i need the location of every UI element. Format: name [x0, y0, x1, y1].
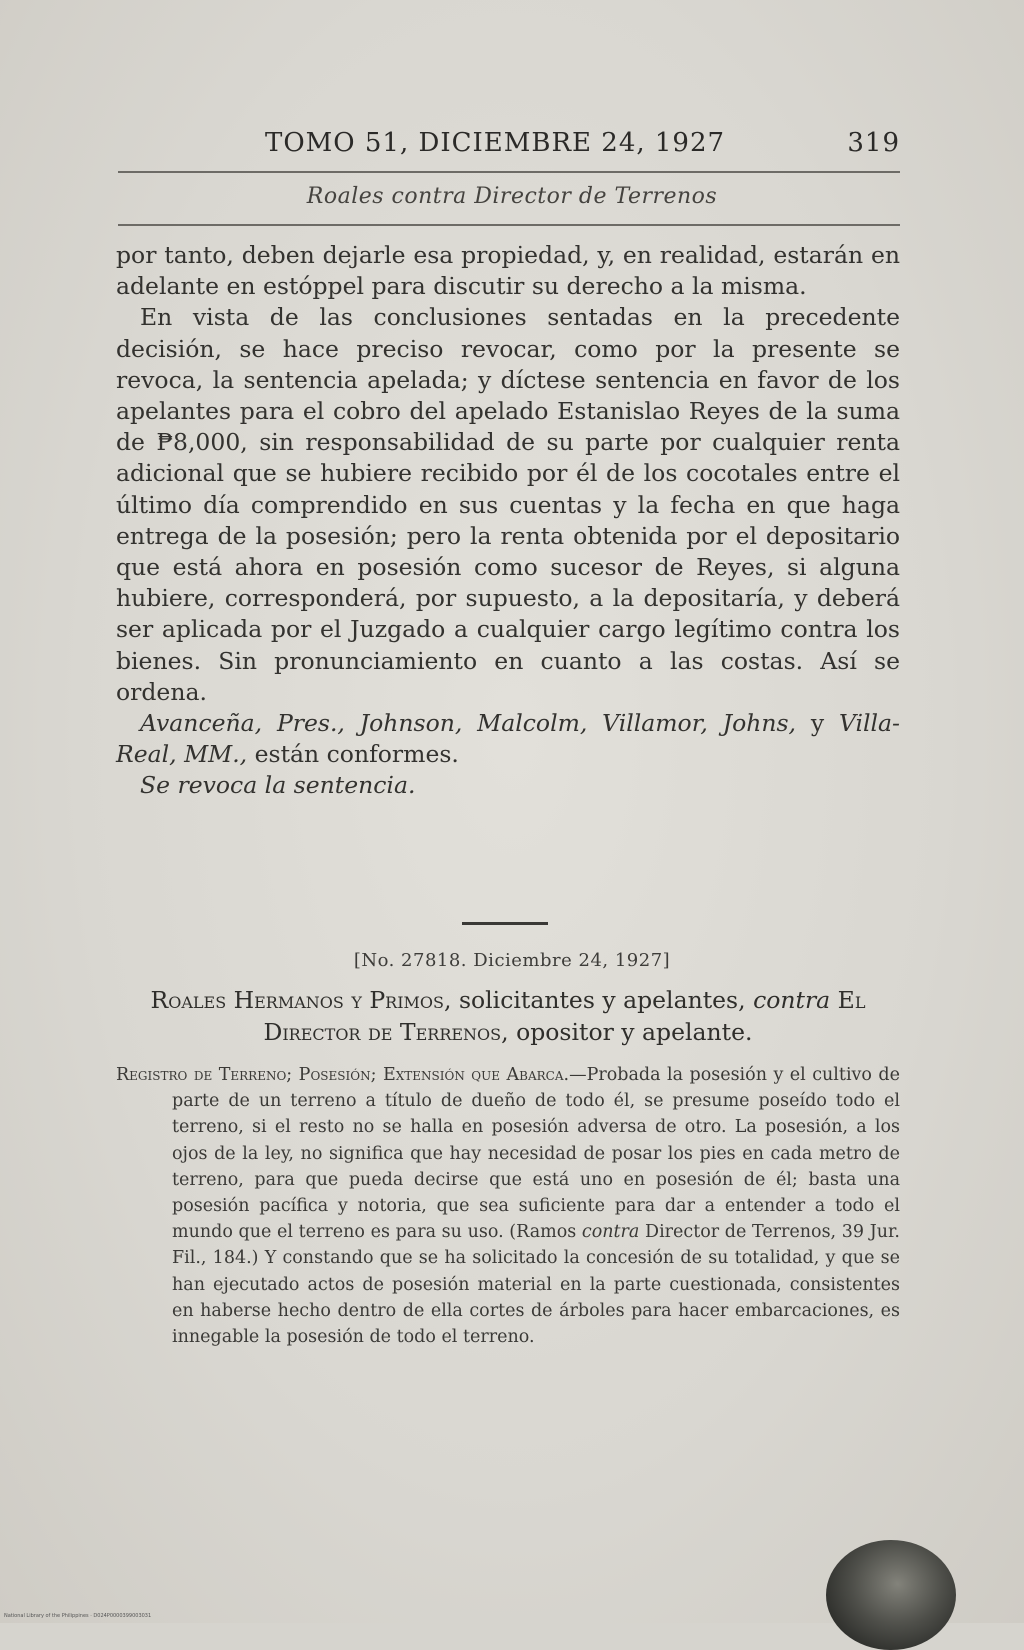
justice-names: Avanceña, Pres., Johnson, Malcolm, Villamor, Johns, — [140, 709, 797, 738]
syllabus-body-2: Director de Terrenos, 39 Jur. Fil., 184.) Y constando que se ha solicitado la concesión de su totalidad, y que se han ejecutado actos de posesión material en la parte cuestionada, consistentes en haberse hecho dentro de ella cortes de árboles para hacer embarcaciones, es innegable la posesión de todo el terreno. — [172, 1222, 900, 1348]
opponent-role: , opositor y apelante. — [501, 1018, 753, 1046]
concurring-justices — [116, 708, 900, 770]
volume-date-title: TOMO 51, DICIEMBRE 24, 1927 — [265, 128, 726, 158]
header-rule-top — [118, 171, 900, 173]
case-number: [No. 27818. Diciembre 24, 1927] — [353, 950, 671, 971]
conjunction: y — [796, 709, 839, 738]
decision-paragraph-1: por tanto, deben dejarle esa propiedad, y, en realidad, estarán en adelante en estóppel para discutir su derecho a la misma. — [116, 241, 900, 301]
syllabus-heading: Registro de Terreno; Posesión; Extensión que Abarca. — [116, 1065, 570, 1085]
decision-paragraph-2: En vista de las conclusiones sentadas en la precedente decisión, se hace preciso revocar, como por la presente se revoca, la sentencia apelada; y díctese sentencia en favor de los apelantes para el cobro del apelado Estanislao Reyes de la suma de ₱8,000, sin responsabilidad de su parte por cualquier renta adicional que se hubiere recibido por él de los cocotales entre el último día comprendido en sus cuentas y la fecha en que haga entrega de la posesión; pero la renta obtenida por el depositario que está ahora en posesión como sucesor de Reyes, si alguna hubiere, corresponderá, por supuesto, a la depositaría, y deberá ser aplicada por el Juzgado a cualquier cargo legítimo contra los bienes. Sin pronunciamiento en cuanto a las costas. Así se ordena. — [116, 303, 900, 706]
case-caption — [116, 984, 900, 1048]
contra-word: contra — [753, 986, 831, 1014]
scan-footer-note: National Library of the Philippines · D024P0000399003031 — [4, 1613, 152, 1619]
header-rule-bottom — [118, 224, 900, 226]
page-number: 319 — [847, 128, 900, 158]
case-subtitle: Roales contra Director de Terrenos — [306, 184, 718, 209]
syllabus-body: —Probada la posesión y el cultivo de parte de un terreno a título de dueño de todo él, se presume poseído todo el terreno, si el resto no se halla en posesión adversa de otro. La posesión, a los ojos de la ley, no significa que hay necesidad de posar los pies en cada metro de terreno, para que pueda decirse que está uno en posesión de él; basta una posesión pacífica y notoria, que sea suficiente para dar a entender a todo el mundo que el terreno es para su uso. (Ramos — [172, 1065, 900, 1243]
decision-text — [116, 240, 900, 802]
syllabus-contra: contra — [581, 1222, 640, 1243]
applicant-role: , solicitantes y apelantes, — [444, 986, 754, 1014]
disposition: Se revoca la sentencia. — [140, 771, 416, 800]
applicant-party: Roales Hermanos y Primos — [150, 986, 445, 1014]
justice-names-2: Villa-Real, MM., — [116, 709, 900, 769]
concurrence-text: están conformes. — [247, 740, 459, 769]
syllabus-paragraph — [116, 1062, 900, 1350]
section-divider — [462, 922, 548, 925]
opponent-party: El Director de Terrenos — [263, 986, 866, 1046]
syllabus — [116, 1062, 900, 1350]
scan-thumb-shadow — [826, 1540, 956, 1650]
